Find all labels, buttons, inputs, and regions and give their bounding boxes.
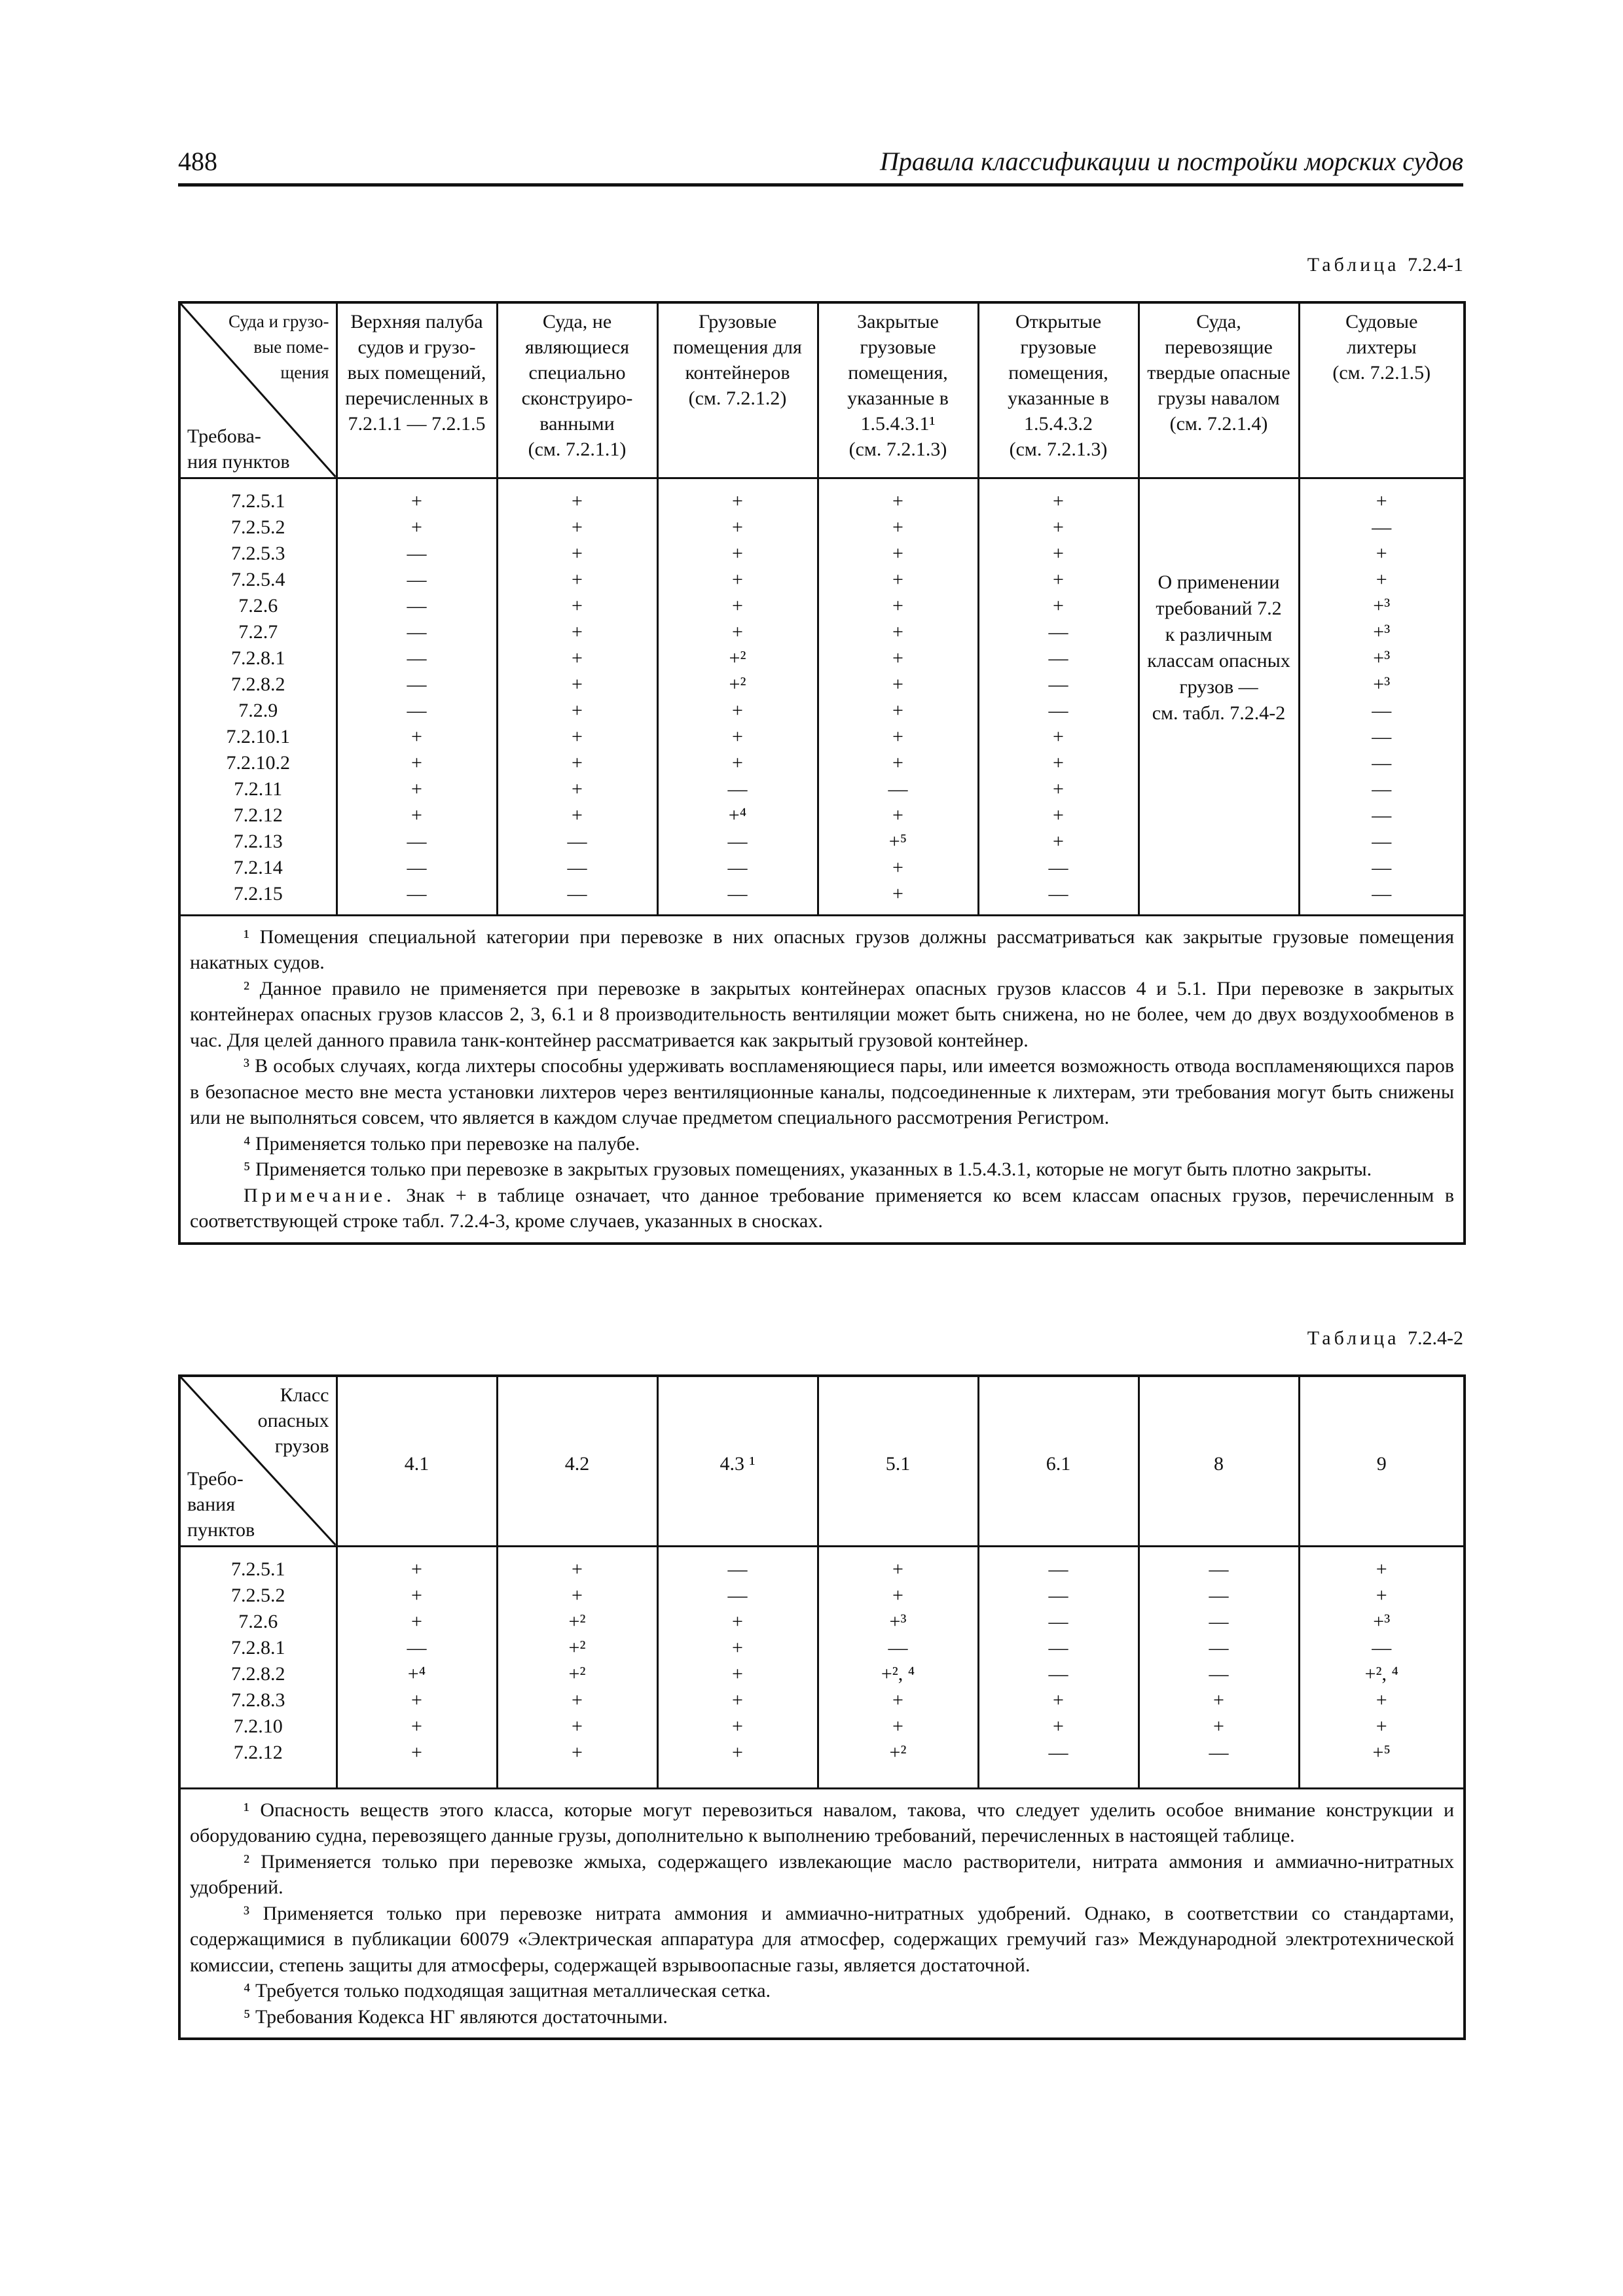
table-cell-value: 7.2.6: [238, 594, 278, 617]
table1-col-header-line: 1.5.4.3.2: [1024, 413, 1093, 435]
table-cell-value: —: [1372, 804, 1392, 826]
table-cell-value: —: [1048, 1662, 1068, 1685]
table-cell-value: +²: [729, 647, 746, 669]
table2-rowlabels: [179, 1546, 337, 1788]
table1-col-header-line: (см. 7.2.1.3): [1009, 439, 1108, 460]
table-cell-value: 7.2.14: [233, 856, 283, 878]
table2-corner-header: [179, 1376, 337, 1546]
table-cell-value: +: [411, 1715, 422, 1737]
table-cell-value: +: [572, 778, 583, 800]
table-cell-value: —: [1209, 1662, 1229, 1685]
table-cell-value: +: [572, 673, 583, 695]
table-cell-value: +: [732, 1610, 743, 1632]
table1-column-values: [1299, 478, 1465, 915]
table2-column-values: [497, 1546, 657, 1788]
table-cell-value: 7.2.10.1: [226, 725, 290, 747]
table-cell-value: +: [1376, 1584, 1387, 1606]
table-cell-value: —: [1372, 830, 1392, 852]
table-cell-value: +⁵: [888, 830, 907, 852]
table-cell-value: +: [572, 516, 583, 538]
table-cell-value: +: [411, 516, 422, 538]
table1-col-header-line: твердые опасные: [1147, 362, 1290, 384]
table2-col-header: 9: [1299, 1376, 1465, 1546]
table-cell-value: —: [407, 1636, 427, 1659]
table1-col-header-line: перевозящие: [1165, 336, 1273, 358]
table2-corner-bottom-line: Требо-: [187, 1467, 244, 1490]
table-cell-value: +: [892, 1558, 903, 1580]
table1-corner-bottom-line: ния пунктов: [187, 450, 290, 473]
table1-col-header-line: (см. 7.2.1.3): [848, 439, 947, 460]
table1-col-header-line: Открытые: [1015, 311, 1102, 332]
table2-corner-top-line: Класс: [280, 1384, 329, 1406]
table-cell-value: +: [1053, 751, 1064, 774]
table-cell-value: +: [892, 490, 903, 512]
table1-caption-number: 7.2.4-1: [1408, 254, 1463, 276]
table-cell-value: +: [892, 647, 903, 669]
footnote: ⁴ Требуется только подходящая защитная металлическая сетка.: [244, 1980, 771, 2001]
table-cell-value: +: [892, 751, 903, 774]
table-cell-value: +: [1053, 542, 1064, 564]
table1-col-header-line: (см. 7.2.1.4): [1169, 413, 1268, 435]
table-cell-value: 7.2.12: [233, 1741, 283, 1763]
table1-col-header: [657, 302, 818, 478]
table1-col-header-line: вых помещений,: [347, 362, 486, 384]
note-line: см. табл. 7.2.4-2: [1152, 702, 1286, 724]
table-cell-value: +: [1213, 1715, 1224, 1737]
table-cell-value: —: [1048, 1558, 1068, 1580]
table2-col-header: 4.3 ¹: [657, 1376, 818, 1546]
table1-column-values: [337, 478, 497, 915]
note-line: грузов —: [1179, 675, 1258, 698]
table-cell-value: +², ⁴: [881, 1662, 915, 1685]
table1-col-header-line: помещения,: [1008, 362, 1108, 384]
table-cell-value: 7.2.5.2: [231, 516, 285, 538]
table-cell-value: +: [411, 778, 422, 800]
table-cell-value: 7.2.15: [233, 882, 283, 905]
table-cell-value: —: [407, 673, 427, 695]
table-cell-value: +: [732, 725, 743, 747]
table-cell-value: —: [1209, 1558, 1229, 1580]
table-cell-value: —: [1048, 673, 1068, 695]
table-cell-value: +: [732, 620, 743, 643]
table1-col-header: [1299, 302, 1465, 478]
table-cell-value: +: [1213, 1689, 1224, 1711]
table-cell-value: +: [892, 542, 903, 564]
table1-cross-reference-note: [1139, 478, 1299, 915]
table1-col-header-line: грузы навалом: [1158, 387, 1280, 409]
table-cell-value: 7.2.5.1: [231, 490, 285, 512]
table-cell-value: —: [1372, 882, 1392, 905]
table-cell-value: 7.2.12: [233, 804, 283, 826]
table-cell-value: 7.2.6: [238, 1610, 278, 1632]
table1-col-header-line: перечисленных в: [345, 387, 488, 409]
table-cell-value: +³: [1373, 1610, 1391, 1632]
table2: [178, 1374, 1466, 2040]
table-cell-value: —: [1048, 856, 1068, 878]
table-cell-value: +: [892, 673, 903, 695]
table1-corner-bottom-line: Требова-: [187, 425, 261, 447]
table-cell-value: +: [411, 490, 422, 512]
table1-col-header-line: помещения,: [848, 362, 948, 384]
table-cell-value: +: [892, 594, 903, 617]
table-cell-value: +: [892, 882, 903, 905]
table2-corner-bottom-line: пунктов: [187, 1518, 255, 1541]
table-cell-value: —: [407, 647, 427, 669]
table1-note: [190, 1183, 1454, 1234]
table1-col-header: [337, 302, 497, 478]
table-cell-value: +: [411, 751, 422, 774]
table2-col-header: 4.2: [497, 1376, 657, 1546]
table1-corner-top-line: вые поме-: [253, 337, 329, 357]
table1-corner-header: [179, 302, 337, 478]
table1-col-header: [1139, 302, 1299, 478]
table-cell-value: —: [1372, 699, 1392, 721]
table1-col-header-line: Суда, не: [542, 311, 612, 332]
table1-col-header-line: сконструиро-: [521, 387, 633, 409]
table1-column-values: [978, 478, 1139, 915]
table-cell-value: —: [407, 856, 427, 878]
table-cell-value: +: [572, 1715, 583, 1737]
table-cell-value: +: [892, 620, 903, 643]
table-cell-value: 7.2.8.1: [231, 1636, 285, 1659]
table2-column-values: [978, 1546, 1139, 1788]
table-cell-value: +: [411, 1610, 422, 1632]
table1-col-header: [978, 302, 1139, 478]
table-cell-value: +: [732, 1689, 743, 1711]
table-cell-value: —: [1372, 725, 1392, 747]
table-cell-value: +: [1376, 1558, 1387, 1580]
table-cell-value: 7.2.8.1: [231, 647, 285, 669]
table1-col-header-line: грузовые: [860, 336, 936, 358]
table2-caption-number: 7.2.4-2: [1408, 1327, 1463, 1349]
table-cell-value: +²: [568, 1662, 586, 1685]
running-title: Правила классификации и постройки морских судов: [879, 147, 1463, 176]
table1-caption-word: Таблица: [1307, 254, 1400, 276]
table-cell-value: +: [1053, 568, 1064, 590]
table1-col-header-line: указанные в: [1008, 387, 1109, 409]
table1-column-values: [818, 478, 978, 915]
table-cell-value: 7.2.9: [238, 699, 278, 721]
table-cell-value: —: [407, 882, 427, 905]
table-cell-value: +: [1053, 830, 1064, 852]
table1-corner-top-line: щения: [280, 363, 329, 382]
footnote: ⁵ Требования Кодекса НГ являются достаточными.: [244, 2005, 668, 2028]
table-cell-value: —: [727, 1584, 748, 1606]
table2-corner-bottom-line: вания: [187, 1493, 235, 1515]
note-line: требований 7.2: [1156, 597, 1282, 619]
table-cell-value: +: [411, 725, 422, 747]
table2-corner-top-line: грузов: [274, 1435, 329, 1457]
table-cell-value: —: [567, 856, 587, 878]
table-cell-value: +²: [568, 1610, 586, 1632]
table-cell-value: 7.2.10: [233, 1715, 283, 1737]
table-cell-value: —: [727, 830, 748, 852]
table-cell-value: +³: [889, 1610, 907, 1632]
table-cell-value: +: [892, 856, 903, 878]
table-cell-value: —: [727, 1558, 748, 1580]
table-cell-value: —: [1209, 1584, 1229, 1606]
table-cell-value: —: [407, 594, 427, 617]
table1-col-header-line: специально: [528, 362, 626, 384]
table-cell-value: —: [1372, 856, 1392, 878]
table-cell-value: 7.2.8.2: [231, 1662, 285, 1685]
table-cell-value: —: [407, 568, 427, 590]
table1-col-header-line: грузовые: [1020, 336, 1097, 358]
table1-col-header-line: ванными: [539, 413, 615, 435]
table1-col-header-line: Закрытые: [857, 311, 939, 332]
table-cell-value: +: [572, 699, 583, 721]
table-cell-value: +: [892, 725, 903, 747]
note-line: к различным: [1165, 623, 1273, 645]
footnote: ⁵ Применяется только при перевозке в закрытых грузовых помещениях, указанных в 1.5.4.3.1, которые не могут быть плотно закрыты.: [244, 1158, 1372, 1180]
table-cell-value: +²: [889, 1741, 907, 1763]
table-cell-value: 7.2.5.2: [231, 1584, 285, 1606]
table-cell-value: —: [567, 882, 587, 905]
note-line: О применении: [1158, 571, 1280, 593]
table1-col-header-line: (см. 7.2.1.1): [528, 439, 627, 460]
table-cell-value: —: [567, 830, 587, 852]
table-cell-value: —: [407, 830, 427, 852]
footnote: ¹ Опасность веществ этого класса, которые могут перевозиться навалом, такова, что следует уделить особое внимание конструкции и оборудованию судна, перевозящего данные грузы, дополнительно к выполнению требований, перечисленных в настоящей таблице.: [190, 1799, 1454, 1846]
table1-col-header-line: 7.2.1.1 — 7.2.1.5: [348, 413, 486, 435]
table-cell-value: +: [1053, 1715, 1064, 1737]
table-cell-value: +: [1376, 1715, 1387, 1737]
table-cell-value: 7.2.13: [233, 830, 283, 852]
table-cell-value: +: [411, 1584, 422, 1606]
table-cell-value: +: [572, 568, 583, 590]
table-cell-value: +: [572, 1689, 583, 1711]
table-cell-value: 7.2.11: [234, 778, 283, 800]
table-cell-value: —: [1048, 620, 1068, 643]
table-cell-value: +: [732, 1741, 743, 1763]
table-cell-value: —: [1372, 751, 1392, 774]
table-cell-value: —: [1372, 778, 1392, 800]
table1-col-header-line: являющиеся: [524, 336, 630, 358]
table-cell-value: +³: [1373, 594, 1391, 617]
table-cell-value: +: [892, 568, 903, 590]
table-cell-value: —: [1209, 1636, 1229, 1659]
table-cell-value: +: [732, 1636, 743, 1659]
table-cell-value: +⁴: [407, 1662, 426, 1685]
table1-col-header: [497, 302, 657, 478]
table-cell-value: +: [1376, 1689, 1387, 1711]
table2-col-header: 6.1: [978, 1376, 1139, 1546]
table-cell-value: +⁵: [1372, 1741, 1391, 1763]
table-cell-value: 7.2.5.1: [231, 1558, 285, 1580]
table-cell-value: +: [1053, 804, 1064, 826]
table-cell-value: —: [888, 778, 908, 800]
table2-caption: [1307, 1327, 1463, 1350]
table-cell-value: +: [1053, 778, 1064, 800]
table-cell-value: +: [572, 1741, 583, 1763]
table1-col-header-line: контейнеров: [685, 362, 790, 384]
table-cell-value: +: [892, 1715, 903, 1737]
table-cell-value: +: [1053, 516, 1064, 538]
table1-caption: [1307, 254, 1463, 276]
table1-col-header-line: судов и грузо-: [357, 336, 476, 358]
table-cell-value: +: [732, 751, 743, 774]
table-cell-value: —: [727, 882, 748, 905]
table1-col-header-line: Грузовые: [698, 311, 777, 332]
table-cell-value: —: [727, 778, 748, 800]
table2-col-header: 4.1: [337, 1376, 497, 1546]
table-cell-value: +³: [1373, 620, 1391, 643]
table-cell-value: +: [1053, 490, 1064, 512]
table-cell-value: +: [1053, 1689, 1064, 1711]
table1-col-header-line: лихтеры: [1346, 336, 1417, 358]
table-cell-value: +²: [568, 1636, 586, 1659]
table-cell-value: +: [892, 1689, 903, 1711]
table1-col-header-line: Верхняя палуба: [350, 311, 483, 332]
table2-caption-word: Таблица: [1307, 1327, 1400, 1349]
table2-column-values: [1299, 1546, 1465, 1788]
table1-column-values: [497, 478, 657, 915]
table-cell-value: +²: [729, 673, 746, 695]
table-cell-value: 7.2.8.2: [231, 673, 285, 695]
table-cell-value: —: [1209, 1741, 1229, 1763]
table-cell-value: —: [1048, 1610, 1068, 1632]
table-cell-value: —: [1048, 882, 1068, 905]
table1-col-header-line: Суда,: [1196, 311, 1241, 332]
table-cell-value: +: [732, 1715, 743, 1737]
table2-footnotes: [179, 1788, 1465, 2039]
table-cell-value: —: [1048, 647, 1068, 669]
table1-col-header-line: (см. 7.2.1.5): [1332, 362, 1431, 384]
table-cell-value: +: [892, 1584, 903, 1606]
table-cell-value: +: [732, 516, 743, 538]
table1-column-values: [657, 478, 818, 915]
table2-col-header: 5.1: [818, 1376, 978, 1546]
table-cell-value: +: [572, 1558, 583, 1580]
table-cell-value: +: [411, 804, 422, 826]
table-cell-value: +: [411, 1558, 422, 1580]
note-line: классам опасных: [1147, 649, 1290, 672]
table-cell-value: +³: [1373, 647, 1391, 669]
table-cell-value: +: [732, 594, 743, 617]
table1-col-header-line: (см. 7.2.1.2): [688, 387, 787, 409]
table2-column-values: [818, 1546, 978, 1788]
table-cell-value: +: [572, 804, 583, 826]
table-cell-value: 7.2.8.3: [231, 1689, 285, 1711]
table-cell-value: +: [892, 516, 903, 538]
table2-column-values: [337, 1546, 497, 1788]
table-cell-value: +: [572, 594, 583, 617]
footnote: ¹ Помещения специальной категории при перевозке в них опасных грузов должны рассматриваться как закрытые грузовые помещения накатных судов.: [190, 925, 1454, 973]
table-cell-value: +: [572, 751, 583, 774]
table-cell-value: —: [1048, 699, 1068, 721]
table-cell-value: +: [1053, 594, 1064, 617]
footnote: ³ В особых случаях, когда лихтеры способны удерживать воспламеняющиеся пары, или имеется возможность отвода воспламеняющихся паров в безопасное место вне места установки лихтеров через вентиляционные каналы, подсоединенные к лихтерам, эти требования могут быть снижены или не выполняться совсем, что является в каждом случае предметом специального рассмотрения Регистром.: [190, 1055, 1454, 1128]
table-cell-value: —: [1048, 1584, 1068, 1606]
table-cell-value: +², ⁴: [1364, 1662, 1398, 1685]
table-cell-value: —: [1372, 1636, 1392, 1659]
table-cell-value: 7.2.7: [238, 620, 278, 643]
table-cell-value: +: [572, 647, 583, 669]
table2-column-values: [1139, 1546, 1299, 1788]
page-number: 488: [178, 147, 217, 176]
table-cell-value: +: [572, 725, 583, 747]
table2-column-values: [657, 1546, 818, 1788]
note-label: Примечание.: [244, 1184, 395, 1206]
table1-col-header: [818, 302, 978, 478]
table-cell-value: +: [1376, 542, 1387, 564]
table1-col-header-line: 1.5.4.3.1¹: [860, 413, 936, 435]
table-cell-value: +: [1376, 490, 1387, 512]
table1-col-header-line: помещения для: [673, 336, 802, 358]
table2-corner-top-line: опасных: [257, 1410, 329, 1431]
table-cell-value: +⁴: [728, 804, 747, 826]
table-cell-value: +: [732, 699, 743, 721]
table-cell-value: —: [888, 1636, 908, 1659]
note-text: Знак + в таблице означает, что данное требование применяется ко всем классам опасных грузов, перечисленным в соответствующей строке табл. 7.2.4-3, кроме случаев, указанных в сносках.: [190, 1184, 1455, 1232]
footnote: ⁴ Применяется только при перевозке на палубе.: [244, 1132, 640, 1155]
table-cell-value: +: [892, 699, 903, 721]
table-cell-value: +: [572, 542, 583, 564]
footnote: ³ Применяется только при перевозке нитрата аммония и аммиачно-нитратных удобрений. Однако, в соответствии со стандартами, содержащимися в публикации 60079 «Электрическая аппаратура для атмосфер, содержащих гремучий газ» Международной электротехнической комиссии, степень защиты для атмосферы, содержащей взрывоопасные газы, является достаточной.: [190, 1902, 1454, 1976]
table-cell-value: +: [411, 1741, 422, 1763]
table1-col-header-line: указанные в: [847, 387, 949, 409]
table-cell-value: —: [727, 856, 748, 878]
table-cell-value: —: [1048, 1636, 1068, 1659]
table1-col-header-line: Судовые: [1345, 311, 1418, 332]
table1: [178, 301, 1466, 1245]
table-cell-value: —: [407, 620, 427, 643]
page-header: [178, 145, 1463, 187]
table1-corner-top-line: Суда и грузо-: [228, 312, 329, 331]
table-cell-value: —: [1048, 1741, 1068, 1763]
table-cell-value: —: [1209, 1610, 1229, 1632]
table-cell-value: +: [572, 1584, 583, 1606]
table-cell-value: +: [1376, 568, 1387, 590]
table-cell-value: +: [732, 490, 743, 512]
table-cell-value: 7.2.5.4: [231, 568, 285, 590]
table-cell-value: +: [572, 490, 583, 512]
table-cell-value: +³: [1373, 673, 1391, 695]
table-cell-value: 7.2.10.2: [226, 751, 290, 774]
table2-col-header: 8: [1139, 1376, 1299, 1546]
table-cell-value: +: [732, 568, 743, 590]
table1-footnotes: [179, 915, 1465, 1244]
table-cell-value: +: [892, 804, 903, 826]
table-cell-value: —: [1372, 516, 1392, 538]
table-cell-value: +: [732, 1662, 743, 1685]
table-cell-value: 7.2.5.3: [231, 542, 285, 564]
table-cell-value: —: [407, 542, 427, 564]
table-cell-value: —: [407, 699, 427, 721]
table-cell-value: +: [732, 542, 743, 564]
table1-rowlabels: [179, 478, 337, 915]
footnote: ² Данное правило не применяется при перевозке в закрытых контейнерах опасных грузов классов 4 и 5.1. При перевозке в закрытых контейнерах опасных грузов классов 2, 3, 6.1 и 8 производительность вентиляции может быть снижена, но не более, чем до двух воздухообменов в час. Для целей данного правила танк-контейнер рассматривается как закрытый грузовой контейнер.: [190, 977, 1454, 1051]
table-cell-value: +: [1053, 725, 1064, 747]
footnote: ² Применяется только при перевозке жмыха, содержащего извлекающие масло растворители, нитрата аммония и аммиачно-нитратных удобрений.: [190, 1850, 1454, 1898]
table-cell-value: +: [411, 1689, 422, 1711]
table-cell-value: +: [572, 620, 583, 643]
